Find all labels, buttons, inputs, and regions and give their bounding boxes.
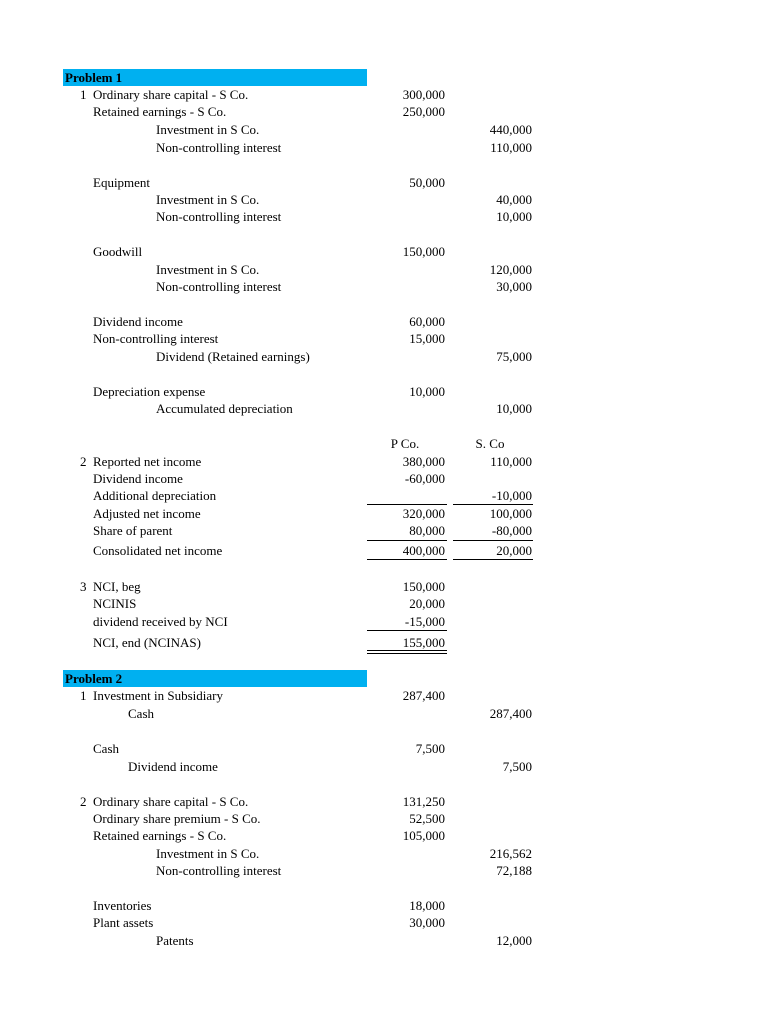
account-label: Ordinary share capital - S Co. xyxy=(93,794,249,809)
debit-amount: 250,000 xyxy=(402,104,445,119)
value: 20,000 xyxy=(409,596,445,611)
account-label: Non-controlling interest xyxy=(156,279,282,294)
debit-amount: 30,000 xyxy=(409,915,445,930)
account-label: Patents xyxy=(156,933,194,948)
account-label: Non-controlling interest xyxy=(156,140,282,155)
credit-amount: 10,000 xyxy=(496,209,532,224)
credit-amount: 440,000 xyxy=(489,122,532,137)
account-label: Goodwill xyxy=(93,244,143,259)
debit-amount: 7,500 xyxy=(415,741,445,756)
item-number: 1 xyxy=(80,688,87,703)
subtotal-line xyxy=(453,540,533,541)
credit-amount: 110,000 xyxy=(490,140,532,155)
s-co-value: 110,000 xyxy=(490,454,532,469)
account-label: Depreciation expense xyxy=(93,384,206,399)
credit-amount: 30,000 xyxy=(496,279,532,294)
row-label: Dividend income xyxy=(93,471,183,486)
account-label: Ordinary share capital - S Co. xyxy=(93,87,249,102)
debit-amount: 105,000 xyxy=(402,828,445,843)
debit-amount: 10,000 xyxy=(409,384,445,399)
value: -15,000 xyxy=(404,614,445,629)
account-label: Non-controlling interest xyxy=(156,209,282,224)
row-label: NCINIS xyxy=(93,596,137,611)
double-total-line xyxy=(367,650,447,654)
row-label: Adjusted net income xyxy=(93,506,201,521)
account-label: Equipment xyxy=(93,175,151,190)
account-label: Non-controlling interest xyxy=(156,863,282,878)
row-label: Share of parent xyxy=(93,523,173,538)
account-label: Investment in S Co. xyxy=(156,262,260,277)
account-label: Plant assets xyxy=(93,915,154,930)
account-label: Ordinary share premium - S Co. xyxy=(93,811,261,826)
total-line xyxy=(453,559,533,560)
p-co-value: 320,000 xyxy=(402,506,445,521)
account-label: Inventories xyxy=(93,898,152,913)
p-co-value: 80,000 xyxy=(409,523,445,538)
debit-amount: 18,000 xyxy=(409,898,445,913)
account-label: Dividend income xyxy=(93,314,183,329)
account-label: Dividend income xyxy=(128,759,218,774)
debit-amount: 131,250 xyxy=(402,794,445,809)
column-header-p-co: P Co. xyxy=(390,436,420,451)
s-co-value: -80,000 xyxy=(491,523,532,538)
account-label: Investment in S Co. xyxy=(156,846,260,861)
s-co-value: 20,000 xyxy=(496,543,532,558)
account-label: Non-controlling interest xyxy=(93,331,219,346)
p-co-value: 400,000 xyxy=(402,543,445,558)
credit-amount: 40,000 xyxy=(496,192,532,207)
credit-amount: 12,000 xyxy=(496,933,532,948)
debit-amount: 52,500 xyxy=(409,811,445,826)
subtotal-line xyxy=(367,540,447,541)
s-co-value: 100,000 xyxy=(489,506,532,521)
row-label: NCI, end (NCINAS) xyxy=(93,635,201,650)
credit-amount: 10,000 xyxy=(496,401,532,416)
credit-amount: 72,188 xyxy=(496,863,532,878)
account-label: Retained earnings - S Co. xyxy=(93,104,227,119)
debit-amount: 287,400 xyxy=(402,688,445,703)
value: 155,000 xyxy=(402,635,445,650)
credit-amount: 287,400 xyxy=(489,706,532,721)
account-label: Investment in S Co. xyxy=(156,192,260,207)
row-label: Reported net income xyxy=(93,454,202,469)
s-co-value: -10,000 xyxy=(491,488,532,503)
account-label: Cash xyxy=(93,741,119,756)
p-co-value: -60,000 xyxy=(404,471,445,486)
account-label: Investment in S Co. xyxy=(156,122,260,137)
account-label: Investment in Subsidiary xyxy=(93,688,223,703)
row-label: Consolidated net income xyxy=(93,543,223,558)
credit-amount: 120,000 xyxy=(489,262,532,277)
problem-2-header: Problem 2 xyxy=(63,670,367,687)
credit-amount: 75,000 xyxy=(496,349,532,364)
credit-amount: 7,500 xyxy=(502,759,532,774)
row-label: NCI, beg xyxy=(93,579,141,594)
credit-amount: 216,562 xyxy=(489,846,532,861)
value: 150,000 xyxy=(402,579,445,594)
total-line xyxy=(367,559,447,560)
row-label: Additional depreciation xyxy=(93,488,217,503)
problem-1-header: Problem 1 xyxy=(63,69,367,86)
item-number: 3 xyxy=(80,579,87,594)
row-label: dividend received by NCI xyxy=(93,614,228,629)
account-label: Accumulated depreciation xyxy=(156,401,293,416)
debit-amount: 50,000 xyxy=(409,175,445,190)
account-label: Cash xyxy=(128,706,154,721)
account-label: Retained earnings - S Co. xyxy=(93,828,227,843)
item-number: 2 xyxy=(80,454,87,469)
debit-amount: 150,000 xyxy=(402,244,445,259)
debit-amount: 15,000 xyxy=(409,331,445,346)
subtotal-line xyxy=(367,630,447,631)
debit-amount: 300,000 xyxy=(402,87,445,102)
debit-amount: 60,000 xyxy=(409,314,445,329)
p-co-value: 380,000 xyxy=(402,454,445,469)
account-label: Dividend (Retained earnings) xyxy=(156,349,310,364)
item-number: 1 xyxy=(80,87,87,102)
item-number: 2 xyxy=(80,794,87,809)
column-header-s-co: S. Co xyxy=(475,436,505,451)
